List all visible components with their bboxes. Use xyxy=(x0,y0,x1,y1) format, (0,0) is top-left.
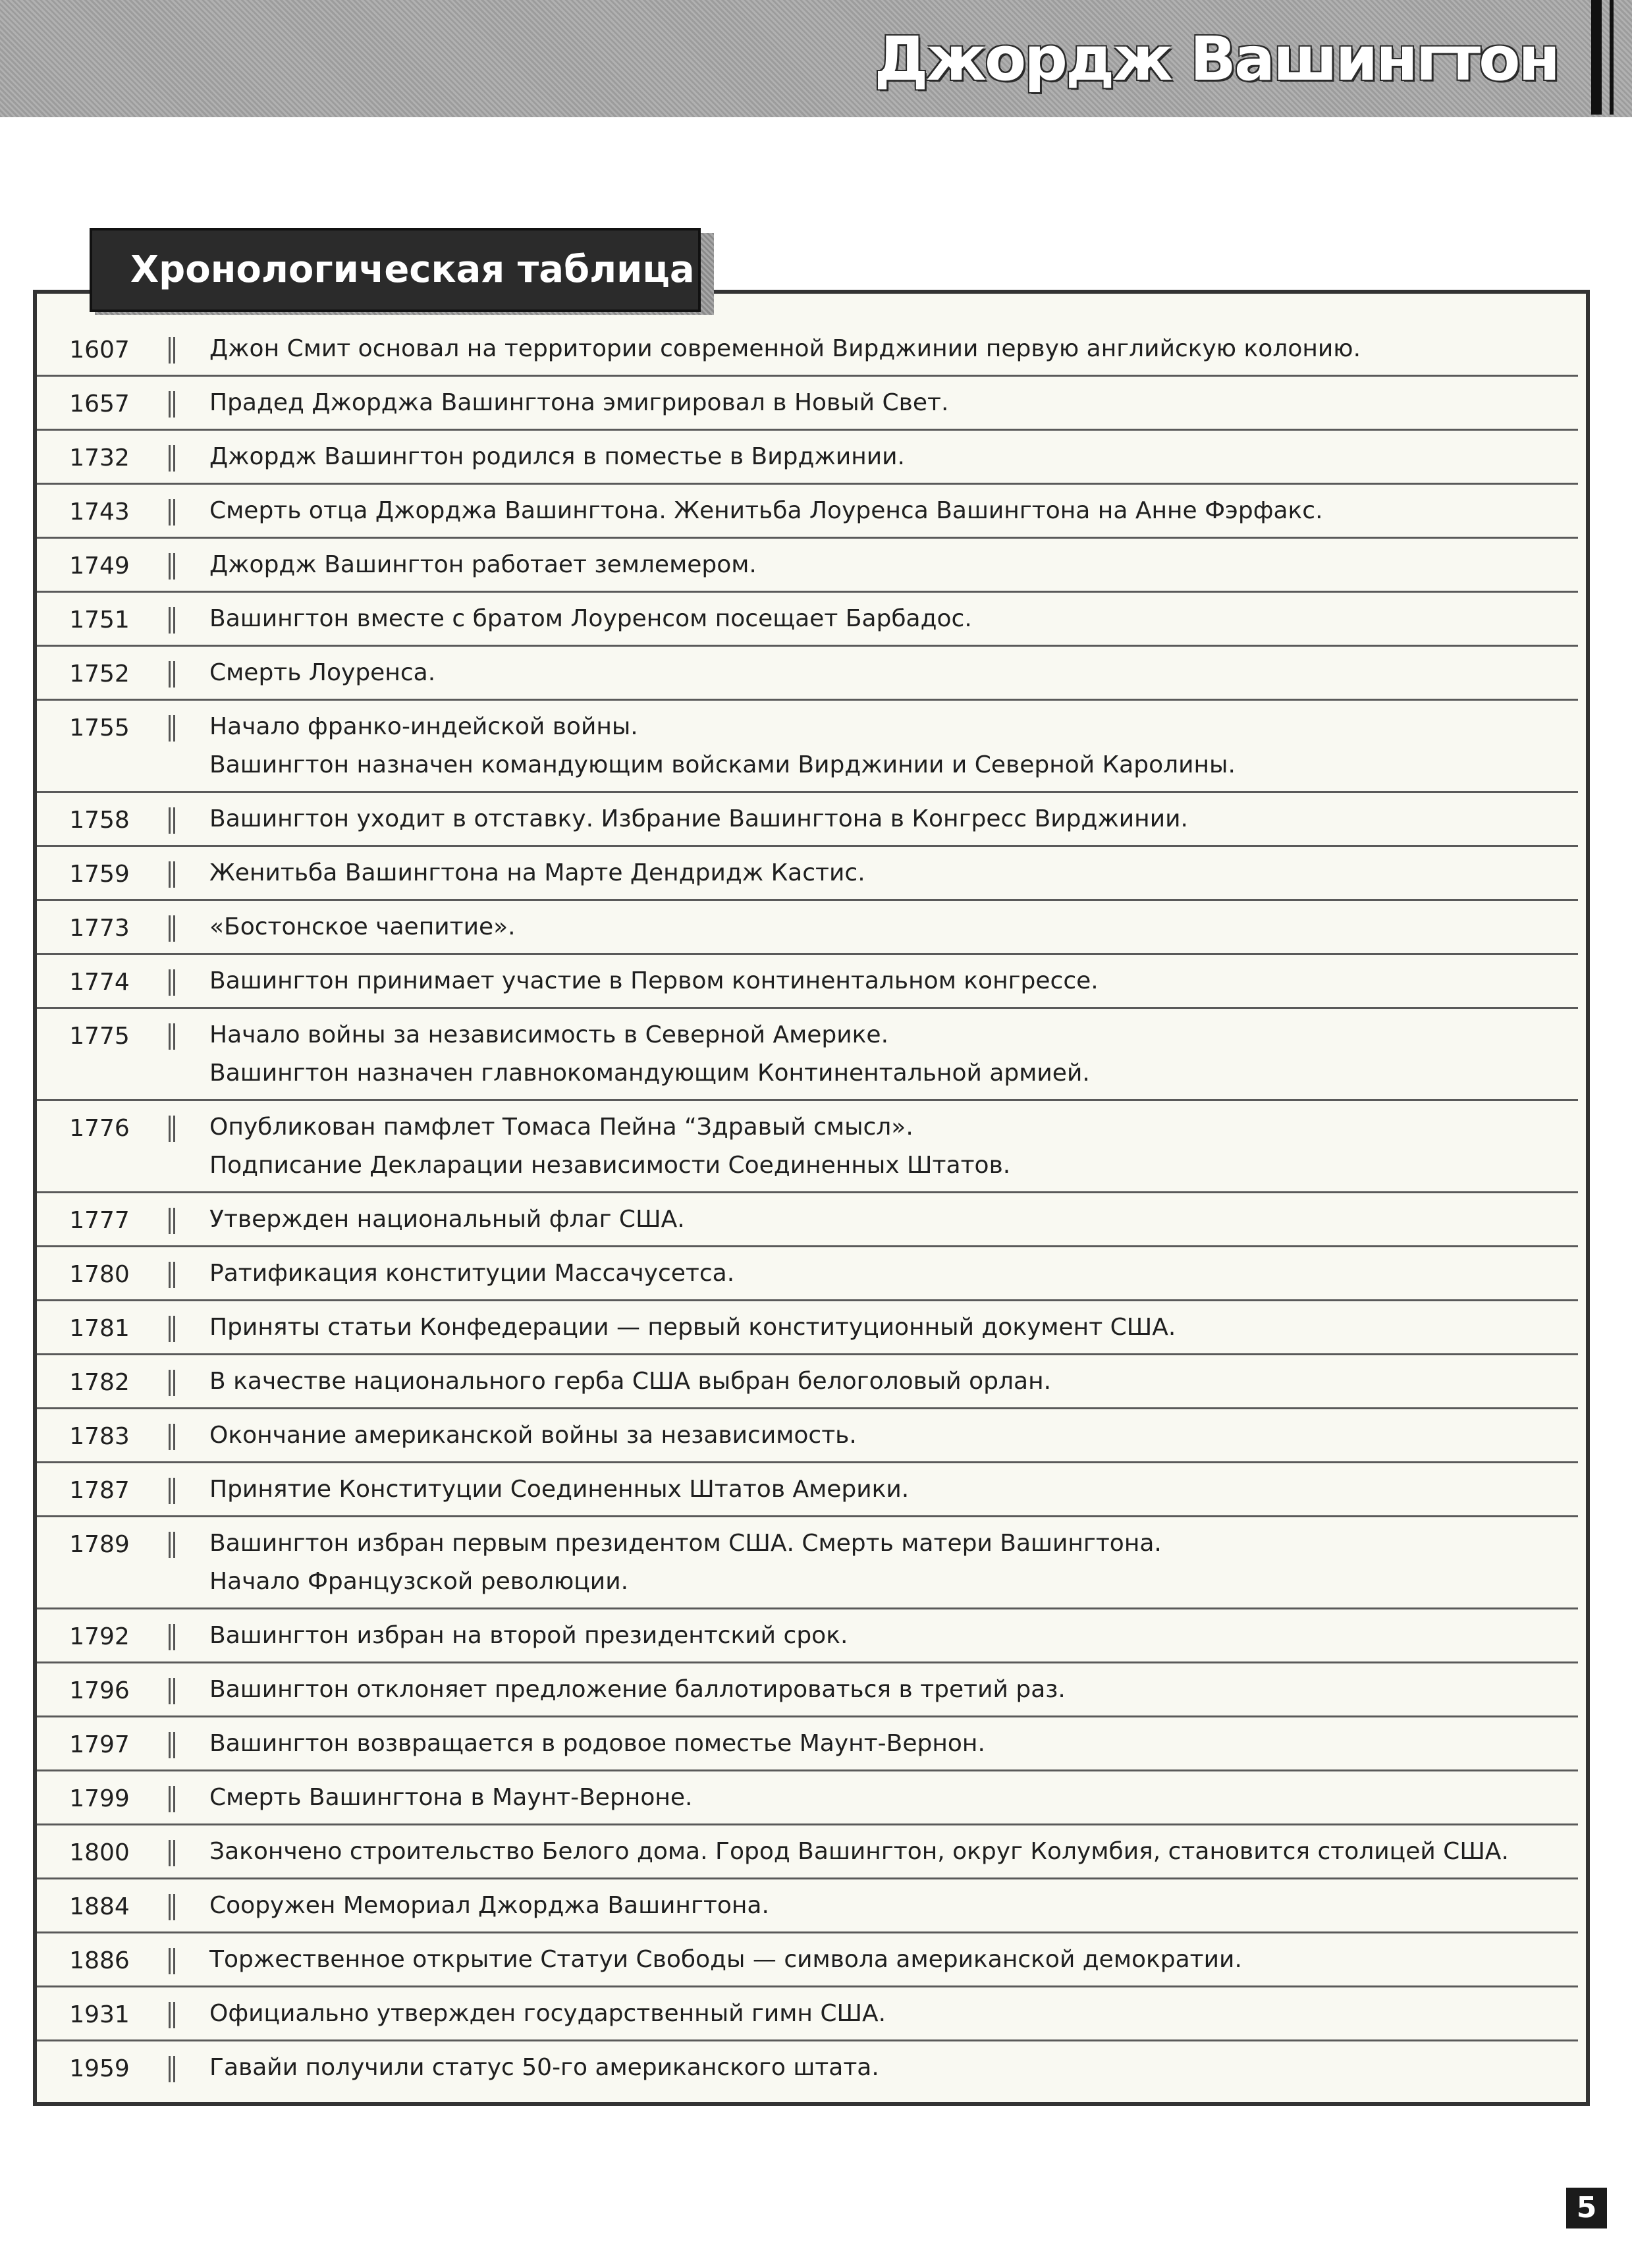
row-year: 1607 xyxy=(69,337,130,364)
row-event xyxy=(209,485,1578,530)
row-event-line: Вашингтон возвращается в родовое поместье Маунт-Вернон. xyxy=(209,1730,985,1757)
row-event-line: Женитьба Вашингтона на Марте Дендридж Кастис. xyxy=(209,859,865,886)
row-separator-icon xyxy=(169,1116,175,1142)
row-event xyxy=(209,1247,1578,1293)
table-row xyxy=(37,1193,1578,1247)
header-decor-bar-thin xyxy=(1610,0,1614,115)
row-event xyxy=(209,901,1578,946)
row-separator-icon xyxy=(169,1478,175,1504)
row-event xyxy=(209,593,1578,638)
table-row xyxy=(37,1247,1578,1301)
row-year: 1797 xyxy=(69,1731,130,1758)
row-event-line: Официально утвержден государственный гимн США. xyxy=(209,2000,886,2027)
row-year: 1776 xyxy=(69,1115,130,1142)
row-event xyxy=(209,1609,1578,1655)
row-event-line: Джон Смит основал на территории современной Вирджинии первую английскую колонию. xyxy=(209,335,1361,362)
row-year: 1743 xyxy=(69,499,130,526)
table-row xyxy=(37,901,1578,955)
row-event-line: Сооружен Мемориал Джорджа Вашингтона. xyxy=(209,1892,769,1919)
row-year: 1774 xyxy=(69,969,130,996)
row-event-line: Ратификация конституции Массачусетса. xyxy=(209,1260,735,1287)
row-separator-icon xyxy=(169,1948,175,1974)
row-event-line: Приняты статьи Конфедерации — первый конституционный документ США. xyxy=(209,1314,1176,1341)
row-event-line: Вашингтон избран на второй президентский срок. xyxy=(209,1622,848,1649)
row-event xyxy=(209,1409,1578,1455)
row-separator-icon xyxy=(169,607,175,634)
row-event xyxy=(209,1009,1578,1093)
row-separator-icon xyxy=(169,1732,175,1758)
row-separator-icon xyxy=(169,1840,175,1866)
table-row xyxy=(37,593,1578,647)
row-event-line: Окончание американской войны за независимость. xyxy=(209,1422,857,1449)
row-year: 1796 xyxy=(69,1677,130,1704)
row-event xyxy=(209,431,1578,476)
row-year: 1780 xyxy=(69,1261,130,1288)
table-row xyxy=(37,1301,1578,1355)
row-event xyxy=(209,1771,1578,1817)
row-event xyxy=(209,1355,1578,1401)
table-row xyxy=(37,1879,1578,1933)
table-row xyxy=(37,2041,1578,2095)
row-event xyxy=(209,1825,1578,1871)
table-row xyxy=(37,1825,1578,1879)
row-separator-icon xyxy=(169,1424,175,1450)
row-year: 1773 xyxy=(69,915,130,942)
row-year: 1657 xyxy=(69,391,130,418)
table-row xyxy=(37,539,1578,593)
table-row xyxy=(37,1009,1578,1101)
row-separator-icon xyxy=(169,2002,175,2028)
timeline-rows xyxy=(37,323,1586,2095)
row-event xyxy=(209,377,1578,422)
row-event-line: Вашингтон отклоняет предложение баллотироваться в третий раз. xyxy=(209,1676,1066,1703)
row-separator-icon xyxy=(169,1262,175,1288)
row-year: 1751 xyxy=(69,607,130,634)
table-row xyxy=(37,1609,1578,1663)
row-event xyxy=(209,1879,1578,1925)
row-event-line: Начало Французской революции. xyxy=(209,1568,629,1595)
table-row xyxy=(37,485,1578,539)
row-year: 1800 xyxy=(69,1839,130,1866)
row-event xyxy=(209,1193,1578,1239)
row-event-line: Прадед Джорджа Вашингтона эмигрировал в Новый Свет. xyxy=(209,389,949,416)
table-row xyxy=(37,323,1578,377)
row-year: 1755 xyxy=(69,715,130,742)
row-event-line: Подписание Декларации независимости Соединенных Штатов. xyxy=(209,1152,1011,1179)
table-row xyxy=(37,1101,1578,1193)
page-number: 5 xyxy=(1566,2188,1607,2228)
row-year: 1799 xyxy=(69,1785,130,1812)
row-year: 1749 xyxy=(69,553,130,580)
table-row xyxy=(37,1517,1578,1609)
table-row xyxy=(37,1987,1578,2041)
row-event xyxy=(209,1717,1578,1763)
row-separator-icon xyxy=(169,1370,175,1396)
row-year: 1792 xyxy=(69,1623,130,1650)
row-year: 1758 xyxy=(69,807,130,834)
row-separator-icon xyxy=(169,1678,175,1704)
row-event xyxy=(209,1301,1578,1347)
row-event xyxy=(209,701,1578,784)
row-event-line: Вашингтон назначен главнокомандующим Континентальной армией. xyxy=(209,1060,1090,1087)
row-separator-icon xyxy=(169,661,175,688)
table-row xyxy=(37,1409,1578,1463)
table-row xyxy=(37,1771,1578,1825)
row-separator-icon xyxy=(169,1786,175,1812)
row-separator-icon xyxy=(169,1208,175,1234)
table-row xyxy=(37,1663,1578,1717)
row-event-line: Джордж Вашингтон родился в поместье в Вирджинии. xyxy=(209,443,905,470)
row-separator-icon xyxy=(169,553,175,580)
row-year: 1732 xyxy=(69,445,130,472)
row-year: 1775 xyxy=(69,1023,130,1050)
row-event-line: Торжественное открытие Статуи Свободы — символа американской демократии. xyxy=(209,1946,1242,1973)
row-event-line: Начало франко-индейской войны. xyxy=(209,713,638,740)
row-event-line: Вашингтон вместе с братом Лоуренсом посещает Барбадос. xyxy=(209,605,972,632)
row-year: 1782 xyxy=(69,1369,130,1396)
row-event-line: Утвержден национальный флаг США. xyxy=(209,1206,685,1233)
row-year: 1884 xyxy=(69,1893,130,1920)
row-event xyxy=(209,847,1578,892)
table-row xyxy=(37,431,1578,485)
row-year: 1789 xyxy=(69,1531,130,1558)
row-separator-icon xyxy=(169,1624,175,1650)
row-separator-icon xyxy=(169,1532,175,1558)
row-event xyxy=(209,323,1578,368)
row-year: 1959 xyxy=(69,2055,130,2082)
row-event-line: Вашингтон назначен командующим войсками Вирджинии и Северной Каролины. xyxy=(209,751,1236,778)
row-event xyxy=(209,647,1578,692)
row-event-line: Смерть отца Джорджа Вашингтона. Женитьба Лоуренса Вашингтона на Анне Фэрфакс. xyxy=(209,497,1323,524)
row-separator-icon xyxy=(169,1316,175,1342)
row-event-line: Вашингтон избран первым президентом США. Смерть матери Вашингтона. xyxy=(209,1530,1162,1557)
row-separator-icon xyxy=(169,969,175,996)
header-decor-bar xyxy=(1591,0,1602,115)
row-event-line: Начало войны за независимость в Северной Америке. xyxy=(209,1021,889,1048)
row-event xyxy=(209,2041,1578,2087)
section-title: Хронологическая таблица xyxy=(90,228,701,312)
row-year: 1777 xyxy=(69,1207,130,1234)
row-event xyxy=(209,955,1578,1000)
row-separator-icon xyxy=(169,391,175,418)
row-event-line: Вашингтон принимает участие в Первом континентальном конгрессе. xyxy=(209,967,1099,994)
row-event-line: Вашингтон уходит в отставку. Избрание Вашингтона в Конгресс Вирджинии. xyxy=(209,805,1188,832)
table-row xyxy=(37,847,1578,901)
row-event-line: Принятие Конституции Соединенных Штатов Америки. xyxy=(209,1476,910,1503)
row-event-line: Опубликован памфлет Томаса Пейна “Здравый смысл». xyxy=(209,1114,913,1141)
row-event xyxy=(209,1463,1578,1509)
row-event xyxy=(209,1933,1578,1979)
row-year: 1931 xyxy=(69,2001,130,2028)
row-event xyxy=(209,1987,1578,2033)
table-row xyxy=(37,701,1578,793)
row-event xyxy=(209,1517,1578,1601)
row-event-line: Гавайи получили статус 50-го американского штата. xyxy=(209,2054,879,2081)
row-separator-icon xyxy=(169,1023,175,1050)
row-year: 1759 xyxy=(69,861,130,888)
table-row xyxy=(37,1717,1578,1771)
row-year: 1783 xyxy=(69,1423,130,1450)
row-separator-icon xyxy=(169,715,175,742)
row-event xyxy=(209,1101,1578,1185)
table-row xyxy=(37,377,1578,431)
row-separator-icon xyxy=(169,915,175,942)
table-row xyxy=(37,793,1578,847)
row-event-line: «Бостонское чаепитие». xyxy=(209,913,516,940)
timeline-table xyxy=(33,290,1590,2106)
row-year: 1787 xyxy=(69,1477,130,1504)
row-event-line: Закончено строительство Белого дома. Город Вашингтон, округ Колумбия, становится столицей США. xyxy=(209,1838,1509,1865)
row-year: 1886 xyxy=(69,1947,130,1974)
table-row xyxy=(37,1933,1578,1987)
row-event xyxy=(209,1663,1578,1709)
row-event-line: В качестве национального герба США выбран белоголовый орлан. xyxy=(209,1368,1052,1395)
row-event-line: Смерть Лоуренса. xyxy=(209,659,436,686)
row-year: 1781 xyxy=(69,1315,130,1342)
row-separator-icon xyxy=(169,337,175,364)
table-row xyxy=(37,1463,1578,1517)
row-event-line: Джордж Вашингтон работает землемером. xyxy=(209,551,757,578)
row-separator-icon xyxy=(169,807,175,834)
row-year: 1752 xyxy=(69,661,130,688)
row-separator-icon xyxy=(169,499,175,526)
row-separator-icon xyxy=(169,2056,175,2082)
table-row xyxy=(37,1355,1578,1409)
table-row xyxy=(37,647,1578,701)
row-separator-icon xyxy=(169,861,175,888)
row-event xyxy=(209,539,1578,584)
row-separator-icon xyxy=(169,445,175,472)
row-event-line: Смерть Вашингтона в Маунт-Верноне. xyxy=(209,1784,693,1811)
row-separator-icon xyxy=(169,1894,175,1920)
page-title: Джордж Вашингтон xyxy=(874,24,1558,94)
row-event xyxy=(209,793,1578,838)
table-row xyxy=(37,955,1578,1009)
